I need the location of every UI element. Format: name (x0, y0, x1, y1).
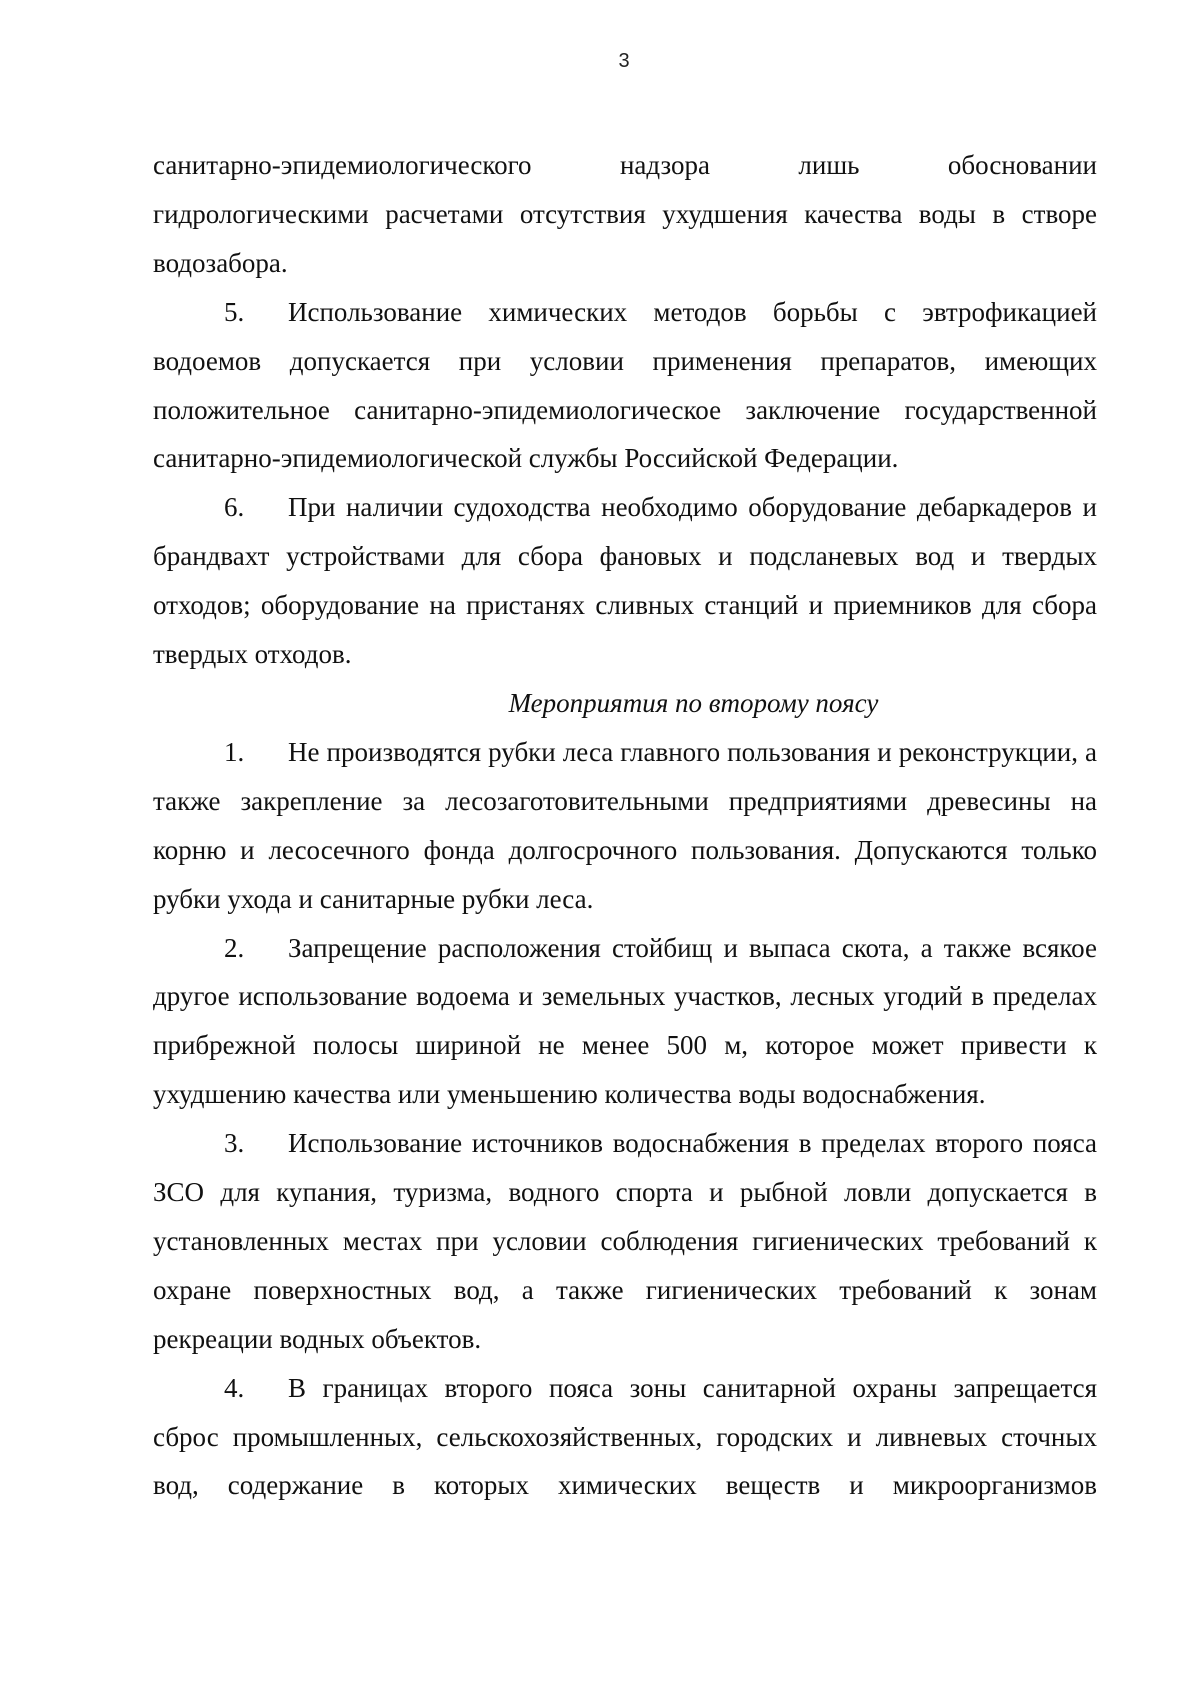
paragraph-second-belt-1 (153, 728, 1097, 924)
paragraph-text: В границах второго пояса зоны санитарной охраны запрещается сброс промышленных, сельскохозяйственных, городских и ливневых сточных вод, содержание в которых химических веществ и микроорганизмов (153, 1372, 1097, 1501)
document-body (153, 141, 1097, 1510)
paragraph-text: Запрещение расположения стойбищ и выпаса скота, а также всякое другое использование водоема и земельных участков, лесных угодий в пределах прибрежной полосы шириной не менее 500 м, которое может привести к ухудшению качества или уменьшению количества воды водоснабжения. (153, 932, 1097, 1110)
paragraph-text: Использование химических методов борьбы с эвтрофикацией водоемов допускается при условии применения препаратов, имеющих положительное санитарно-эпидемиологическое заключение государственной санитарно-эпидемиологической службы Российской Федерации. (153, 296, 1097, 474)
section-heading: Мероприятия по второму поясу (508, 687, 879, 718)
paragraph-text: Использование источников водоснабжения в пределах второго пояса ЗСО для купания, туризма, водного спорта и рыбной ловли допускается в установленных местах при условии соблюдения гигиенических требований к охране поверхностных вод, а также гигиенических требований к зонам рекреации водных объектов. (153, 1128, 1097, 1354)
paragraph-text: При наличии судоходства необходимо оборудование дебаркадеров и брандвахт устройствами для сбора фановых и подсланевых вод и твердых отходов; оборудование на пристанях сливных станций и приемников для сбора твердых отходов. (153, 492, 1097, 670)
paragraph-number: 1. (224, 736, 245, 767)
paragraph-number: 3. (224, 1128, 245, 1159)
paragraph-text: Не производятся рубки леса главного пользования и реконструкции, а также закрепление за лесозаготовительными предприятиями древесины на корню и лесосечного фонда долгосрочного пользования. Допускаются только рубки ухода и санитарные рубки леса. (153, 736, 1097, 914)
continuation-line-1: санитарно-эпидемиологического надзора лишь обосновании (153, 150, 1097, 180)
paragraph-first-belt-6 (153, 483, 1097, 679)
paragraph-first-belt-5 (153, 288, 1097, 484)
paragraph-second-belt-3 (153, 1119, 1097, 1364)
paragraph-second-belt-2 (153, 924, 1097, 1120)
continuation-paragraph: гидрологическими расчетами отсутствия ухудшения качества воды в створе водозабора. (153, 198, 1097, 278)
paragraph-number: 2. (224, 932, 245, 963)
page-number: 3 (618, 50, 630, 72)
paragraph-second-belt-4 (153, 1364, 1097, 1511)
paragraph-number: 5. (224, 296, 245, 327)
paragraph-number: 6. (224, 492, 245, 523)
paragraph-number: 4. (224, 1372, 245, 1403)
